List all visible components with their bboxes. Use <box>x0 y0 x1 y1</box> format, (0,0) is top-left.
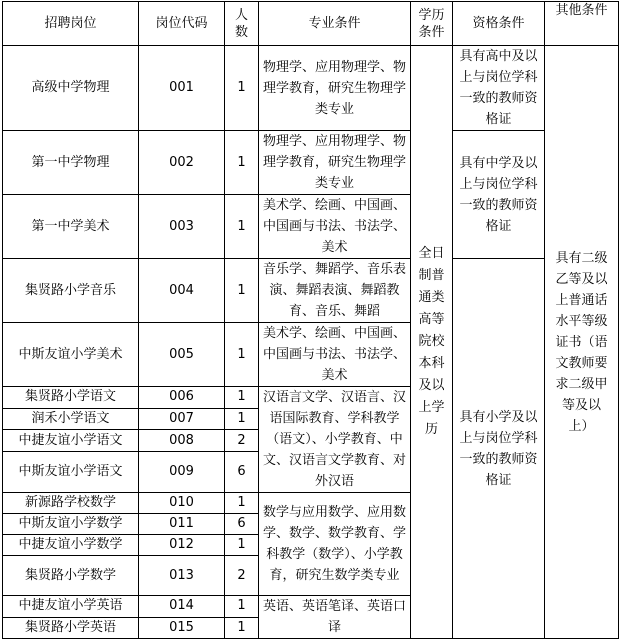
code-cell: 013 <box>139 556 225 596</box>
position-cell: 中捷友谊小学语文 <box>3 430 139 452</box>
major-cell: 汉语言文学、汉语言、汉语国际教育、学科教学（语文）、小学教育、中文、汉语言文学教育、对外汉语 <box>259 387 411 493</box>
position-cell: 中斯友谊小学数学 <box>3 514 139 535</box>
header-qualification: 资格条件 <box>453 2 545 46</box>
major-cell: 英语、英语笔译、英语口译 <box>259 596 411 639</box>
position-cell: 润禾小学语文 <box>3 408 139 430</box>
code-cell: 007 <box>139 408 225 430</box>
code-cell: 005 <box>139 323 225 387</box>
position-cell: 中捷友谊小学数学 <box>3 535 139 556</box>
code-cell: 015 <box>139 617 225 639</box>
education-cell: 全日制普通类高等院校本科及以上学历 <box>411 46 453 639</box>
code-cell: 003 <box>139 195 225 259</box>
header-education: 学历条件 <box>411 2 453 46</box>
major-cell: 音乐学、舞蹈学、音乐表演、舞蹈表演、舞蹈教育、音乐、舞蹈 <box>259 259 411 323</box>
qualification-cell: 具有小学及以上与岗位学科一致的教师资格证 <box>453 259 545 639</box>
major-cell: 美术学、绘画、中国画、中国画与书法、书法学、美术 <box>259 195 411 259</box>
position-cell: 第一中学物理 <box>3 131 139 195</box>
code-cell: 011 <box>139 514 225 535</box>
count-cell: 1 <box>225 408 259 430</box>
position-cell: 集贤路小学英语 <box>3 617 139 639</box>
major-cell: 美术学、绘画、中国画、中国画与书法、书法学、美术 <box>259 323 411 387</box>
code-cell: 012 <box>139 535 225 556</box>
code-cell: 010 <box>139 493 225 514</box>
qualification-cell: 具有中学及以上与岗位学科一致的教师资格证 <box>453 131 545 259</box>
count-cell: 2 <box>225 556 259 596</box>
table-row <box>3 131 619 195</box>
count-cell: 1 <box>225 535 259 556</box>
position-cell: 高级中学物理 <box>3 46 139 131</box>
count-cell: 1 <box>225 46 259 131</box>
header-major: 专业条件 <box>259 2 411 46</box>
count-cell: 2 <box>225 430 259 452</box>
position-cell: 第一中学美术 <box>3 195 139 259</box>
count-cell: 1 <box>225 323 259 387</box>
header-row <box>3 2 619 46</box>
major-cell: 物理学、应用物理学、物理学教育，研究生物理学类专业 <box>259 131 411 195</box>
position-cell: 新源路学校数学 <box>3 493 139 514</box>
position-cell: 集贤路小学音乐 <box>3 259 139 323</box>
position-cell: 中捷友谊小学英语 <box>3 596 139 618</box>
recruitment-table <box>2 1 619 639</box>
header-count: 人数 <box>225 2 259 46</box>
count-cell: 6 <box>225 514 259 535</box>
position-cell: 集贤路小学数学 <box>3 556 139 596</box>
major-cell: 数学与应用数学、应用数学、数学、数学教育、学科教学（数学）、小学教育，研究生数学类专业 <box>259 493 411 596</box>
header-other: 其他条件 <box>545 2 619 46</box>
major-cell: 物理学、应用物理学、物理学教育，研究生物理学类专业 <box>259 46 411 131</box>
position-cell: 集贤路小学语文 <box>3 387 139 409</box>
count-cell: 1 <box>225 596 259 618</box>
position-cell: 中斯友谊小学语文 <box>3 451 139 492</box>
table-row <box>3 46 619 131</box>
count-cell: 6 <box>225 451 259 492</box>
count-cell: 1 <box>225 131 259 195</box>
count-cell: 1 <box>225 387 259 409</box>
header-code: 岗位代码 <box>139 2 225 46</box>
qualification-cell: 具有高中及以上与岗位学科一致的教师资格证 <box>453 46 545 131</box>
header-position: 招聘岗位 <box>3 2 139 46</box>
table-row <box>3 259 619 323</box>
count-cell: 1 <box>225 259 259 323</box>
code-cell: 008 <box>139 430 225 452</box>
code-cell: 009 <box>139 451 225 492</box>
other-condition-cell: 具有二级乙等及以上普通话水平等级证书（语文教师要求二级甲等及以上） <box>545 46 619 639</box>
code-cell: 006 <box>139 387 225 409</box>
code-cell: 014 <box>139 596 225 618</box>
code-cell: 002 <box>139 131 225 195</box>
count-cell: 1 <box>225 195 259 259</box>
code-cell: 001 <box>139 46 225 131</box>
code-cell: 004 <box>139 259 225 323</box>
count-cell: 1 <box>225 493 259 514</box>
count-cell: 1 <box>225 617 259 639</box>
position-cell: 中斯友谊小学美术 <box>3 323 139 387</box>
